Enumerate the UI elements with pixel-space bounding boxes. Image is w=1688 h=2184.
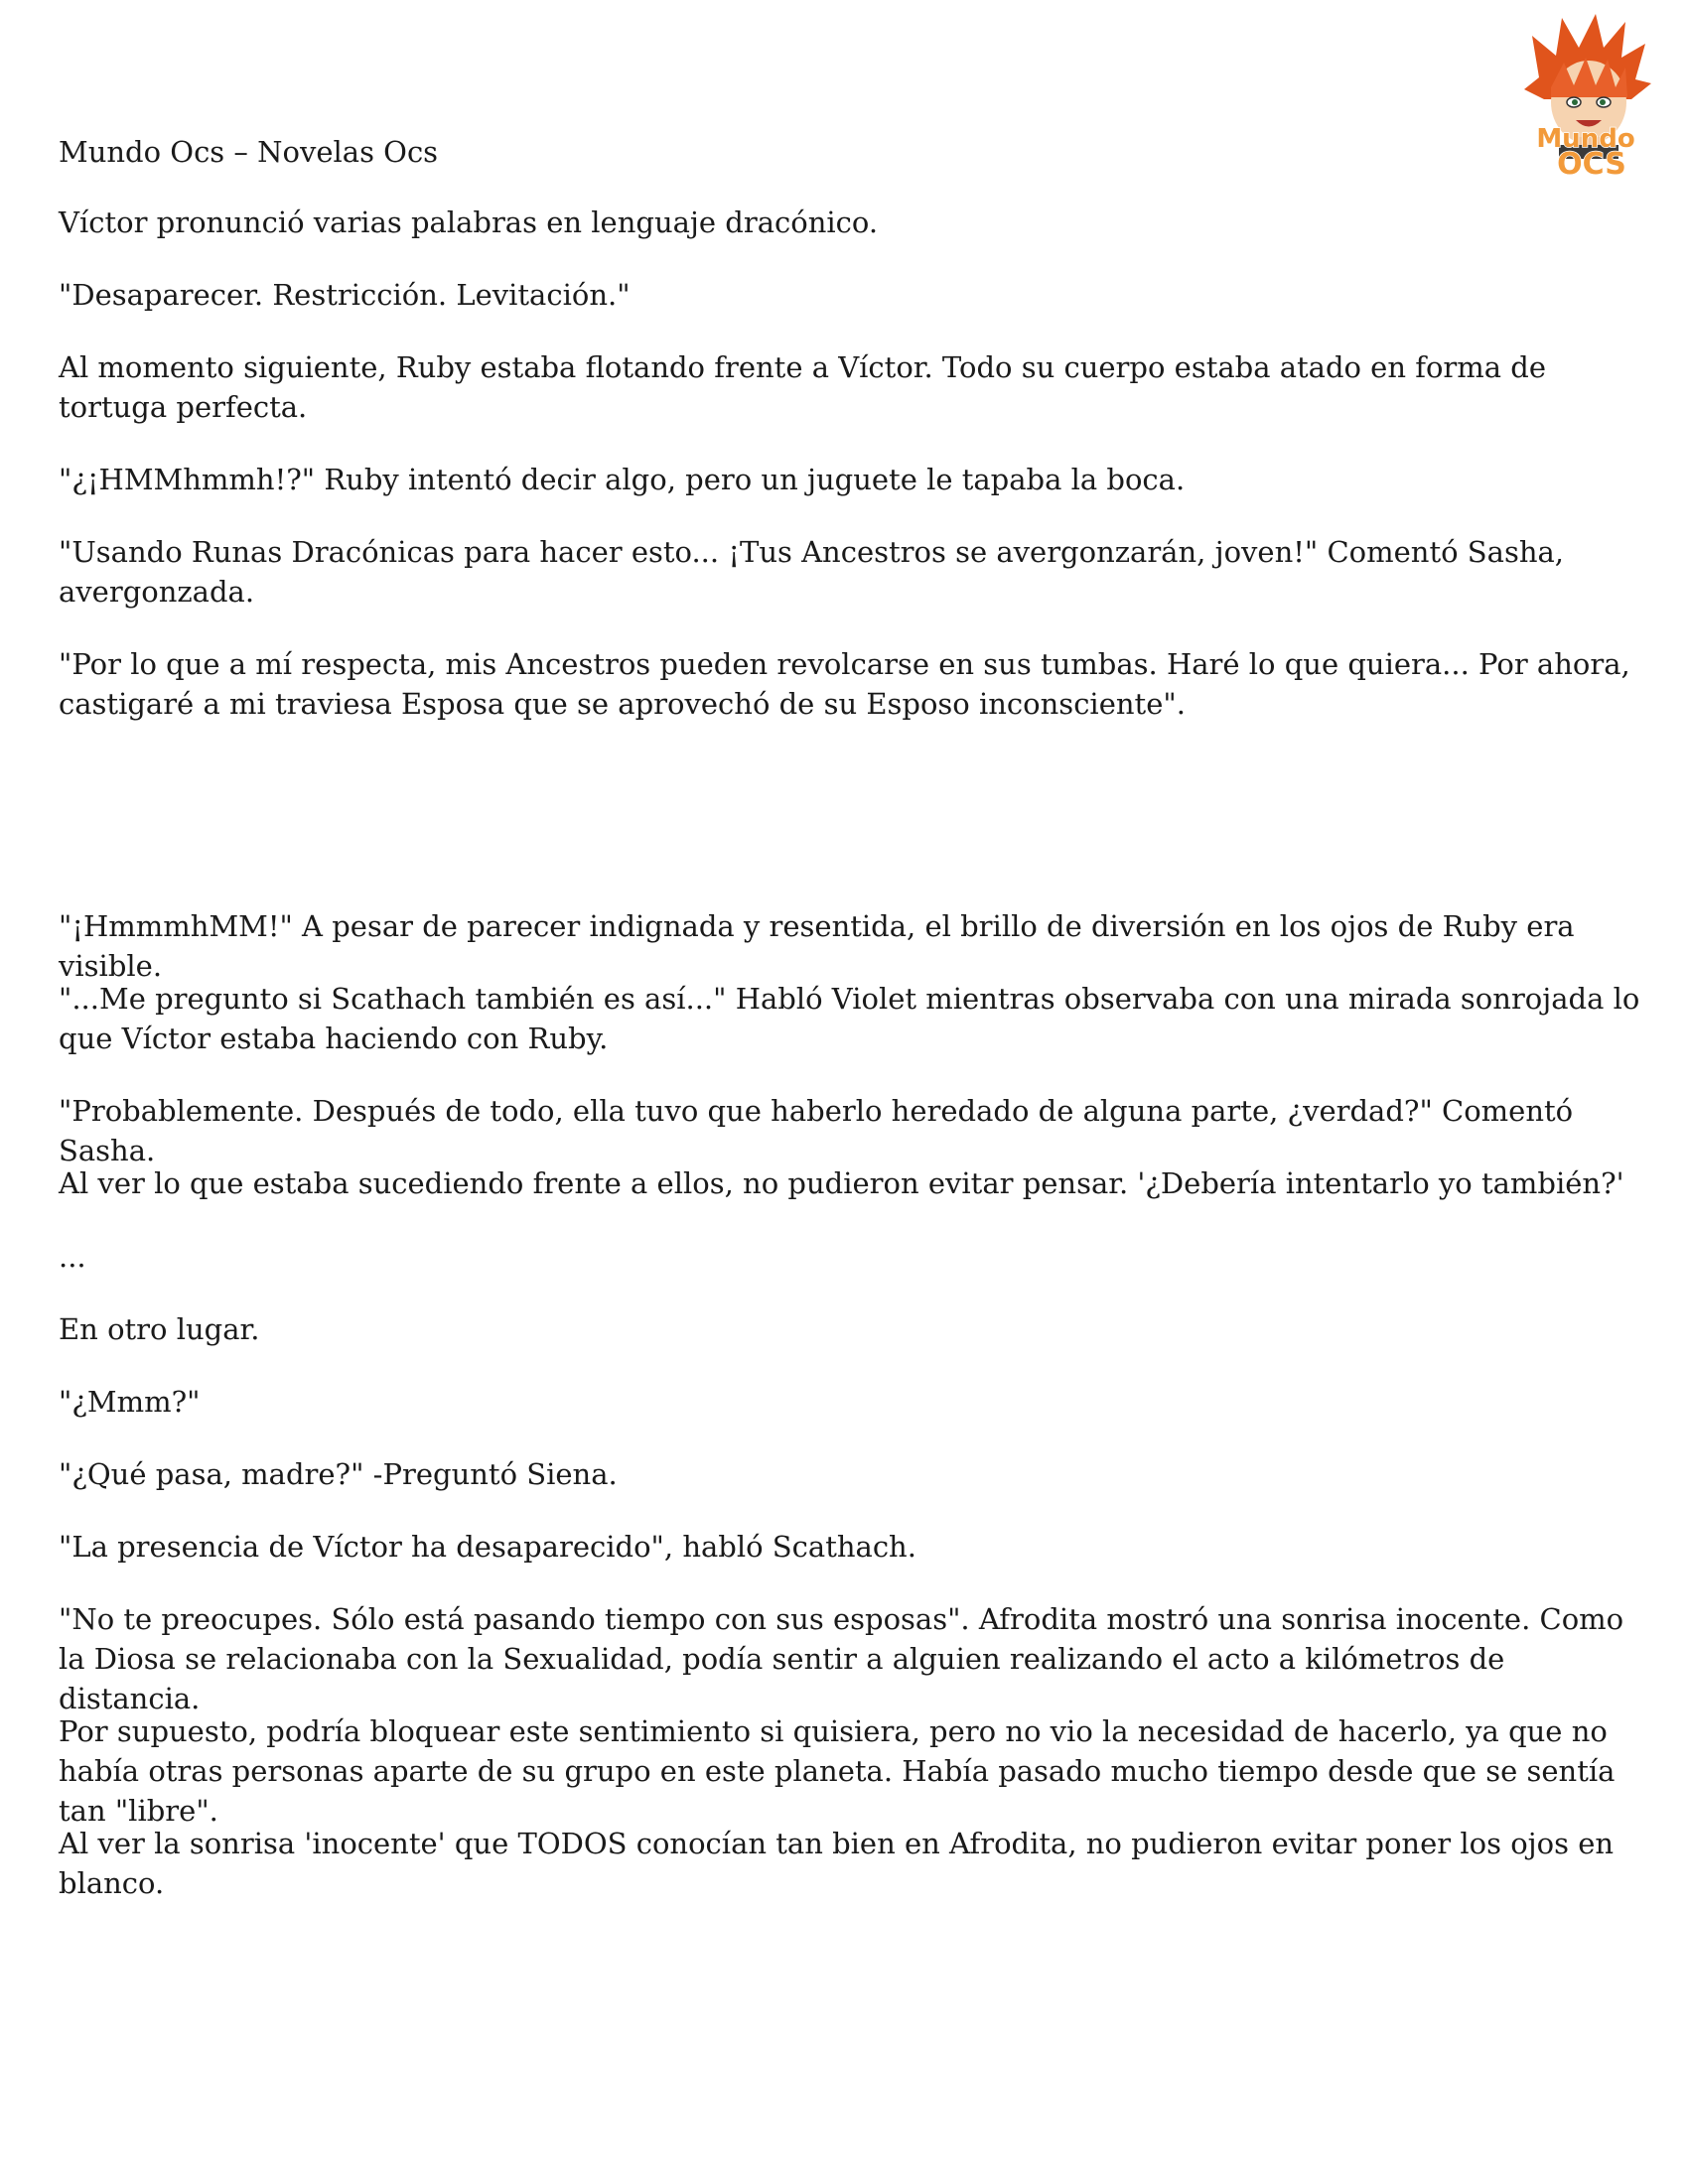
mundo-ocs-logo — [1504, 8, 1668, 182]
paragraph: Víctor pronunció varias palabras en lenguaje dracónico. — [59, 205, 879, 239]
paragraph: "¿Mmm?" — [59, 1385, 201, 1419]
paragraph: Al momento siguiente, Ruby estaba flotando frente a Víctor. Todo su cuerpo estaba atado en forma de tortuga perfecta. — [59, 350, 1547, 424]
paragraph: "¿Qué pasa, madre?" -Preguntó Siena. — [59, 1457, 618, 1491]
paragraph: Al ver la sonrisa 'inocente' que TODOS conocían tan bien en Afrodita, no pudieron evitar poner los ojos en blanco. — [59, 1827, 1615, 1900]
paragraph: "¡HmmmhMM!" A pesar de parecer indignada y resentida, el brillo de diversión en los ojos de Ruby era visible. — [59, 909, 1575, 983]
logo-text-bottom: OCS — [1557, 147, 1626, 182]
document-header: Mundo Ocs – Novelas Ocs — [59, 135, 439, 169]
paragraph: "No te preocupes. Sólo está pasando tiempo con sus esposas". Afrodita mostró una sonrisa inocente. Como la Diosa se relacionaba con la Sexualidad, podía sentir a alguien realizando el acto a kilómetros de distancia. — [59, 1602, 1624, 1715]
paragraph: "La presencia de Víctor ha desaparecido", habló Scathach. — [59, 1530, 916, 1564]
paragraph: "¿¡HMMhmmh!?" Ruby intentó decir algo, pero un juguete le tapaba la boca. — [59, 463, 1186, 496]
paragraph: Al ver lo que estaba sucediendo frente a ellos, no pudieron evitar pensar. '¿Debería intentarlo yo también?' — [59, 1166, 1624, 1200]
paragraph: Por supuesto, podría bloquear este sentimiento si quisiera, pero no vio la necesidad de hacerlo, ya que no había otras personas aparte de su grupo en este planeta. Había pasado mucho tiempo desde que se sentía tan "libre". — [59, 1714, 1616, 1828]
paragraph: "...Me pregunto si Scathach también es así..." Habló Violet mientras observaba con una mirada sonrojada lo que Víctor estaba haciendo con Ruby. — [59, 982, 1640, 1055]
paragraph: "Desaparecer. Restricción. Levitación." — [59, 278, 631, 312]
paragraph: En otro lugar. — [59, 1312, 260, 1346]
logo-text-top: Mundo — [1536, 124, 1635, 154]
paragraph: "Por lo que a mí respecta, mis Ancestros pueden revolcarse en sus tumbas. Haré lo que quiera... Por ahora, castigaré a mi traviesa Esposa que se aprovechó de su Esposo inconsciente". — [59, 647, 1630, 721]
paragraph: "Usando Runas Dracónicas para hacer esto... ¡Tus Ancestros se avergonzarán, joven!" Comentó Sasha, avergonzada. — [59, 535, 1565, 609]
paragraph: "Probablemente. Después de todo, ella tuvo que haberlo heredado de alguna parte, ¿verdad?" Comentó Sasha. — [59, 1094, 1574, 1167]
paragraph: ... — [59, 1240, 86, 1274]
